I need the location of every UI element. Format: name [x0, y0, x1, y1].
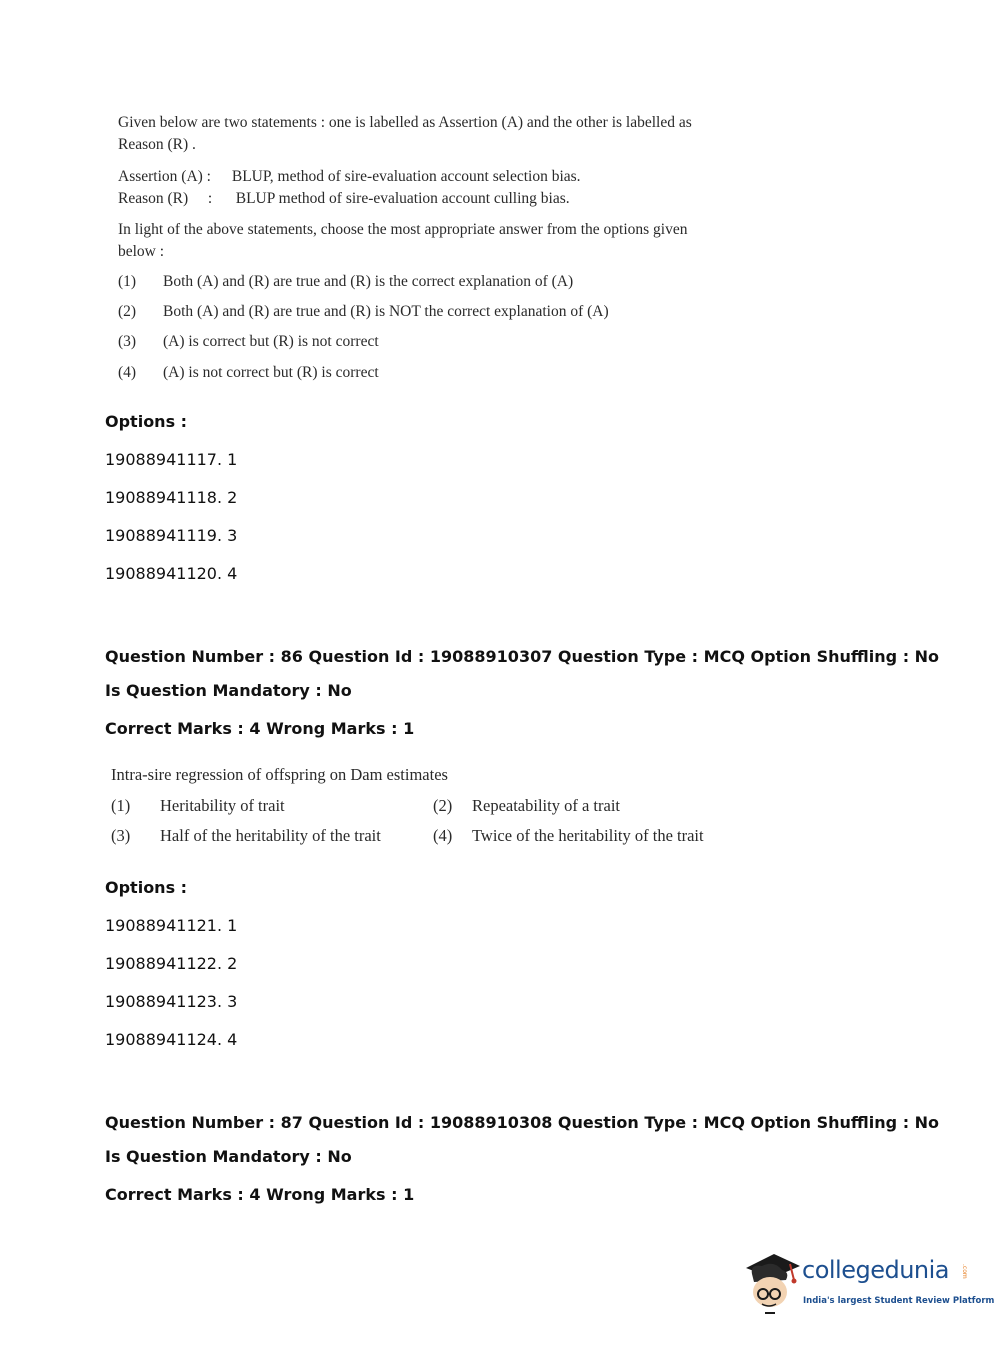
- q85-reason: [118, 188, 570, 210]
- option-item: 19088941121. 1: [105, 916, 238, 935]
- q86-stem: Intra-sire regression of offspring on Dam estimates: [111, 765, 448, 784]
- option-item: 19088941124. 4: [105, 1030, 238, 1049]
- collegedunia-logo: [742, 1250, 995, 1318]
- choice-text: Half of the heritability of the trait: [160, 826, 381, 845]
- choice-number: (1): [111, 796, 131, 815]
- choice-number: (2): [118, 303, 137, 320]
- q87-mandatory: Is Question Mandatory : No: [105, 1147, 352, 1166]
- option-item: 19088941122. 2: [105, 954, 238, 973]
- q85-instruction-line2: below :: [118, 243, 165, 260]
- choice-number: (1): [118, 273, 137, 290]
- q85-options-label: Options :: [105, 412, 188, 431]
- q85-choice: [118, 331, 379, 353]
- choice-text: Heritability of trait: [160, 796, 285, 815]
- assertion-label: Assertion (A) :: [118, 168, 211, 185]
- q86-options-label: Options :: [105, 878, 188, 897]
- q86-mandatory: Is Question Mandatory : No: [105, 681, 352, 700]
- q85-instruction: [118, 219, 758, 263]
- choice-text: Both (A) and (R) are true and (R) is NOT the correct explanation of (A): [163, 303, 609, 320]
- q85-choice: [118, 301, 609, 323]
- option-item: 19088941120. 4: [105, 564, 238, 583]
- choice-number: (4): [118, 364, 137, 381]
- assertion-text: BLUP, method of sire-evaluation account selection bias.: [231, 168, 581, 185]
- q85-instruction-line1: In light of the above statements, choose the most appropriate answer from the options given: [118, 221, 688, 238]
- q85-assertion: [118, 166, 581, 188]
- q86-choice: [433, 826, 704, 846]
- logo-wordmark: collegedunia: [802, 1256, 950, 1284]
- choice-text: Twice of the heritability of the trait: [472, 826, 704, 845]
- option-item: 19088941123. 3: [105, 992, 238, 1011]
- logo-tagline: India's largest Student Review Platform: [803, 1296, 995, 1306]
- q86-choice: [111, 796, 285, 816]
- q85-choice: [118, 271, 573, 293]
- choice-number: (3): [111, 826, 131, 845]
- q87-header: Question Number : 87 Question Id : 19088910308 Question Type : MCQ Option Shuffling : No: [105, 1113, 940, 1132]
- reason-text: BLUP method of sire-evaluation account culling bias.: [235, 190, 570, 207]
- q85-choice: [118, 362, 379, 384]
- choice-text: (A) is not correct but (R) is correct: [163, 364, 379, 381]
- q87-marks: Correct Marks : 4 Wrong Marks : 1: [105, 1185, 415, 1204]
- mascot-icon: [742, 1250, 806, 1318]
- reason-colon: :: [207, 190, 213, 207]
- q86-marks: Correct Marks : 4 Wrong Marks : 1: [105, 719, 415, 738]
- reason-label: Reason (R): [118, 190, 189, 207]
- choice-text: (A) is correct but (R) is not correct: [163, 333, 379, 350]
- choice-number: (2): [433, 796, 453, 815]
- choice-number: (3): [118, 333, 137, 350]
- option-item: 19088941119. 3: [105, 526, 238, 545]
- q85-intro: [118, 112, 758, 156]
- q86-header: Question Number : 86 Question Id : 19088910307 Question Type : MCQ Option Shuffling : No: [105, 647, 940, 666]
- q86-choice: [111, 826, 381, 846]
- choice-number: (4): [433, 826, 453, 845]
- option-item: 19088941118. 2: [105, 488, 238, 507]
- q85-intro-line2: Reason (R) .: [118, 136, 196, 153]
- logo-suffix: .com: [961, 1264, 968, 1279]
- q86-choice: [433, 796, 620, 816]
- option-item: 19088941117. 1: [105, 450, 238, 469]
- choice-text: Both (A) and (R) are true and (R) is the correct explanation of (A): [163, 273, 574, 290]
- q85-intro-line1: Given below are two statements : one is labelled as Assertion (A) and the other is labelled as: [118, 114, 692, 131]
- choice-text: Repeatability of a trait: [472, 796, 620, 815]
